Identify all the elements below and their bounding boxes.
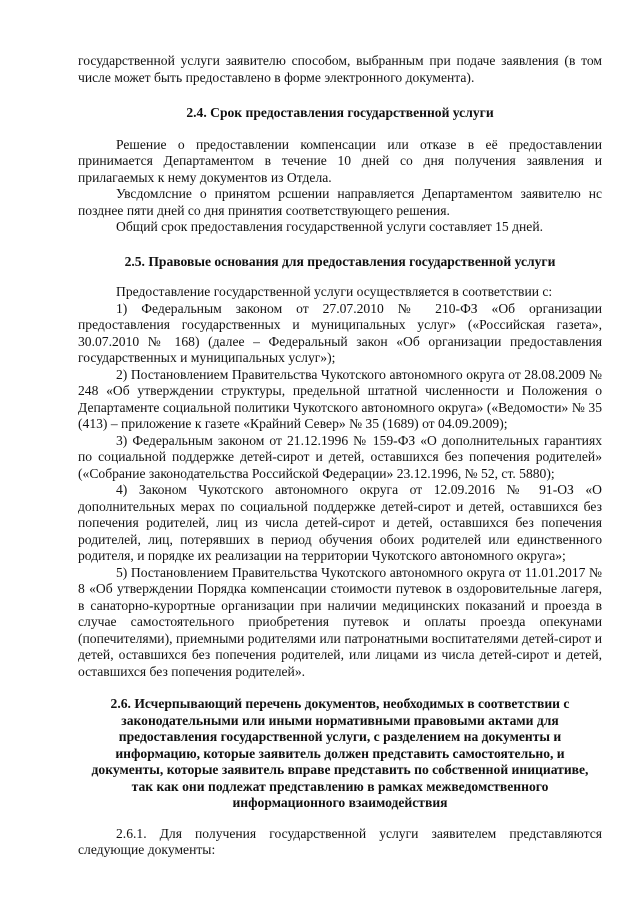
list-item: 5) Постановлением Правительства Чукотского автономного округа от 11.01.2017 № 8 «Об утверждении Порядка компенсации стоимости путевок в оздоровительные лагеря, в санаторно-курортные организации при наличии медицинских показаний и проезда в случае самостоятельного приобретения путевок и оплаты проезда опекунами (попечителями), приемными родителями или патронатными воспитателями детей-сирот и детей, оставшихся без попечения родителей, или лицами из числа детей-сирот и детей, оставшихся без попечения родителей». bbox=[78, 564, 602, 679]
list-item: 3) Федеральным законом от 21.12.1996 № 159-ФЗ «О дополнительных гарантиях по социальной поддержке детей-сирот и детей, оставшихся без попечения родителей» («Собрание законодательства Российской Федерации» 23.12.1996, № 52, ст. 5880); bbox=[78, 432, 602, 481]
section-heading-2-5: 2.5. Правовые основания для предоставления государственной услуги bbox=[124, 253, 556, 269]
paragraph: Предоставление государственной услуги осуществляется в соответствии с: bbox=[116, 284, 553, 299]
document-page bbox=[78, 53, 602, 859]
list-item: 4) Законом Чукотского автономного округа от 12.09.2016 № 91-ОЗ «О дополнительных мерах по социальной поддержке детей-сирот и детей, оставшихся без попечения родителей, лиц из числа детей-сирот и детей, оставшихся без попечения родителей, лиц, потерявших в период обучения обоих родителей или единственного родителя, и порядке их реализации на территории Чукотского автономного округа»; bbox=[78, 482, 602, 563]
paragraph: Увсдомлсние о принятом рсшении направляется Департаментом заявителю нс позднее пяти дней со дня принятия соответствующего решения. bbox=[78, 186, 602, 218]
intro-paragraph: государственной услуги заявителю способом, выбранным при подаче заявления (в том числе может быть предоставлено в форме электронного документа). bbox=[78, 53, 602, 85]
section-heading-2-4: 2.4. Срок предоставления государственной услуги bbox=[186, 105, 494, 120]
list-item: 2) Постановлением Правительства Чукотского автономного округа от 28.08.2009 № 248 «Об утверждении структуры, предельной штатной численности и Положения о Департаменте социальной политики Чукотского автономного округа» («Ведомости» № 35 (413) – приложение к газете «Крайний Север» № 35 (1689) от 04.09.2009); bbox=[78, 366, 602, 431]
section-heading-2-6: 2.6. Исчерпывающий перечень документов, необходимых в соответствии с законодательными или иными нормативными правовыми актами для предоставления государственной услуги, с разделением на документы и информацию, которые заявитель должен представить самостоятельно, и документы, которые заявитель вправе представить по собственной инициативе, так как они подлежат представлению в рамках межведомственного информационного взаимодействия bbox=[91, 696, 589, 810]
paragraph: Общий срок предоставления государственной услуги составляет 15 дней. bbox=[116, 219, 544, 234]
paragraph: 2.6.1. Для получения государственной услуги заявителем представляются следующие документы: bbox=[78, 825, 602, 857]
list-item: 1) Федеральным законом от 27.07.2010 № 210-ФЗ «Об организации предоставления государственных и муниципальных услуг» («Российская газета», 30.07.2010 № 168) (далее – Федеральный закон «Об организации предоставления государственных и муниципальных услуг»); bbox=[78, 300, 602, 365]
paragraph: Решение о предоставлении компенсации или отказе в её предоставлении принимается Департаментом в течение 10 дней со дня получения заявления и прилагаемых к нему документов из Отдела. bbox=[78, 136, 602, 185]
